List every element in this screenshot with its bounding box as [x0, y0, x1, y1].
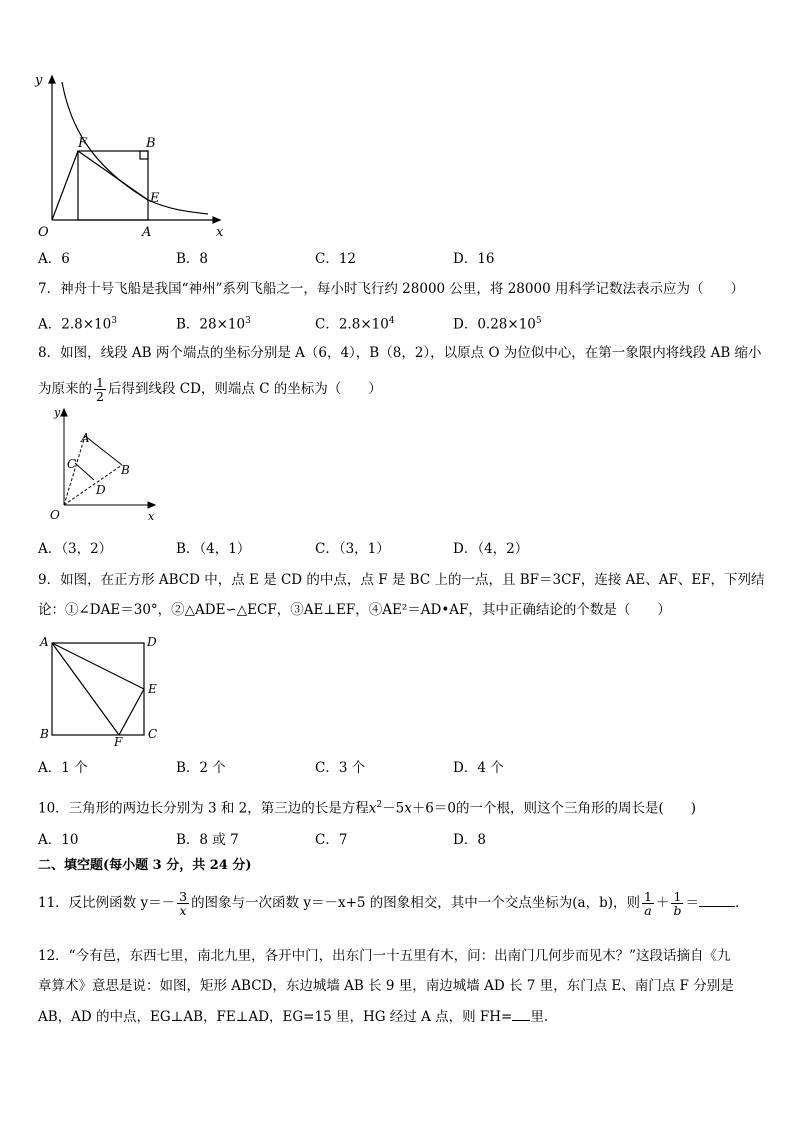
- q11-fraction-3-over-x: $\frac{3}{x}$: [179, 889, 188, 918]
- label-b: B: [146, 136, 156, 151]
- q6-option-b: B．8: [176, 251, 209, 267]
- rectangle-fbea: [78, 151, 148, 220]
- segment-ae: [52, 643, 144, 689]
- label-b: B: [40, 727, 49, 741]
- figure-similarity: [40, 405, 165, 530]
- q8-question-line1: 8．如图，线段 AB 两个端点的坐标分别是 A（6，4），B（8，2），以原点 O 为位似中心，在第一象限内将线段 AB 缩小: [38, 345, 762, 361]
- q12-answer-blank[interactable]: [512, 1008, 530, 1021]
- label-d: D: [96, 483, 106, 497]
- figure-hyperbola: [30, 70, 230, 240]
- segment-af: [52, 643, 119, 735]
- q9-option-b: B．2 个: [176, 760, 226, 776]
- q8-option-b: B．（4，1）: [176, 541, 251, 557]
- label-o: O: [50, 508, 60, 522]
- q6-option-c: C．12: [315, 251, 357, 267]
- label-a: A: [142, 225, 152, 240]
- q8-option-d: D．（4，2）: [453, 541, 529, 557]
- q10-option-d: D．8: [453, 832, 486, 848]
- q9-question-line2: 论：①∠DAE＝30°，②△ADE∽△ECF，③AE⊥EF，④AE²＝AD•AF，其中正确结论的个数是（ ）: [38, 602, 671, 618]
- label-x: x: [148, 510, 155, 523]
- q11-question: 11．反比例函数 y＝－ $\frac{3}{x}$ 的图象与一次函数 y＝－x+5 的图象相交，其中一个交点坐标为(a，b)，则 $\frac{1}{a}$ ＋ $\frac{1}{b}$ ＝ ．: [38, 889, 749, 918]
- q10-option-a: A．10: [38, 832, 79, 848]
- q7-option-a: A．$2.8\times 10^3$: [38, 316, 117, 333]
- label-a: A: [81, 431, 90, 445]
- q7-option-c: C．$2.8\times 10^4$: [315, 316, 395, 333]
- label-y: y: [54, 406, 61, 419]
- segment-of: [52, 151, 78, 220]
- section-title-fill-in: 二、填空题(每小题 3 分，共 24 分): [38, 858, 252, 873]
- label-x: x: [216, 225, 224, 240]
- label-o: O: [38, 225, 49, 240]
- q8-option-c: C．（3，1）: [315, 541, 390, 557]
- q7-option-d: D．$0.28\times 10^5$: [453, 316, 542, 333]
- segment-cd: [75, 463, 94, 480]
- label-c: C: [148, 727, 158, 741]
- q10-option-c: C．7: [315, 832, 348, 848]
- label-y: y: [35, 73, 43, 88]
- segment-ef: [119, 689, 144, 735]
- label-b: B: [121, 463, 130, 477]
- segment-ab: [85, 436, 122, 465]
- q6-option-a: A．6: [38, 251, 70, 267]
- square-abcd: [52, 643, 144, 735]
- label-c: C: [67, 457, 77, 471]
- y-arrow: [49, 76, 55, 83]
- q8-fraction: $\frac{1}{2}$: [96, 375, 104, 404]
- figure-square: [30, 630, 170, 748]
- label-e: E: [150, 191, 160, 206]
- q9-option-a: A．1 个: [38, 760, 88, 776]
- label-a: A: [40, 635, 49, 649]
- q9-option-c: C．3 个: [315, 760, 366, 776]
- q12-question-line3: AB，AD 的中点，EG⊥AB，FE⊥AD，EG=15 里，HG 经过 A 点，则 FH= 里.: [38, 1009, 549, 1025]
- q7-question: 7．神舟十号飞船是我国“神州”系列飞船之一，每小时飞行约 28000 公里，将 28000 用科学记数法表示应为（ ）: [38, 281, 744, 297]
- q11-fraction-1-over-b: $\frac{1}{b}$: [673, 889, 682, 918]
- q11-answer-blank[interactable]: [699, 894, 735, 907]
- label-e: E: [148, 682, 157, 696]
- q9-option-d: D．4 个: [453, 760, 504, 776]
- q10-option-b: B．8 或 7: [176, 832, 239, 848]
- label-f: F: [78, 136, 88, 151]
- segment-fe: [78, 151, 148, 200]
- q12-question-line2: 章算术》意思是说：如图，矩形 ABCD，东边城墙 AB 长 9 里，南边城墙 AD 长 7 里，东门点 E、南门点 F 分别是: [38, 978, 734, 994]
- q12-question-line1: 12．“今有邑，东西七里，南北九里，各开中门，出东门一十五里有木，问：出南门几何步而见木？”这段话摘自《九: [38, 948, 731, 964]
- q9-question-line1: 9．如图，在正方形 ABCD 中，点 E 是 CD 的中点，点 F 是 BC 上的一点，且 BF＝3CF，连接 AE、AF、EF，下列结: [38, 572, 765, 588]
- label-f: F: [114, 735, 123, 748]
- q8-question-line2: 为原来的 $\frac{1}{2}$ 后得到线段 CD，则端点 C 的坐标为（ ）: [38, 375, 382, 404]
- x-arrow: [213, 217, 220, 223]
- q11-fraction-1-over-a: $\frac{1}{a}$: [644, 889, 652, 918]
- q8-option-a: A．（3，2）: [38, 541, 113, 557]
- label-d: D: [147, 635, 157, 649]
- dashed-ob: [64, 465, 122, 505]
- q6-option-d: D．16: [453, 251, 495, 267]
- right-angle-marker: [140, 151, 148, 159]
- q7-option-b: B．$28\times 10^3$: [176, 316, 251, 333]
- q10-question: 10．三角形的两边长分别为 3 和 2，第三边的长是方程$x^2-5x+6=0$的一个根，则这个三角形的周长是( ): [38, 800, 697, 817]
